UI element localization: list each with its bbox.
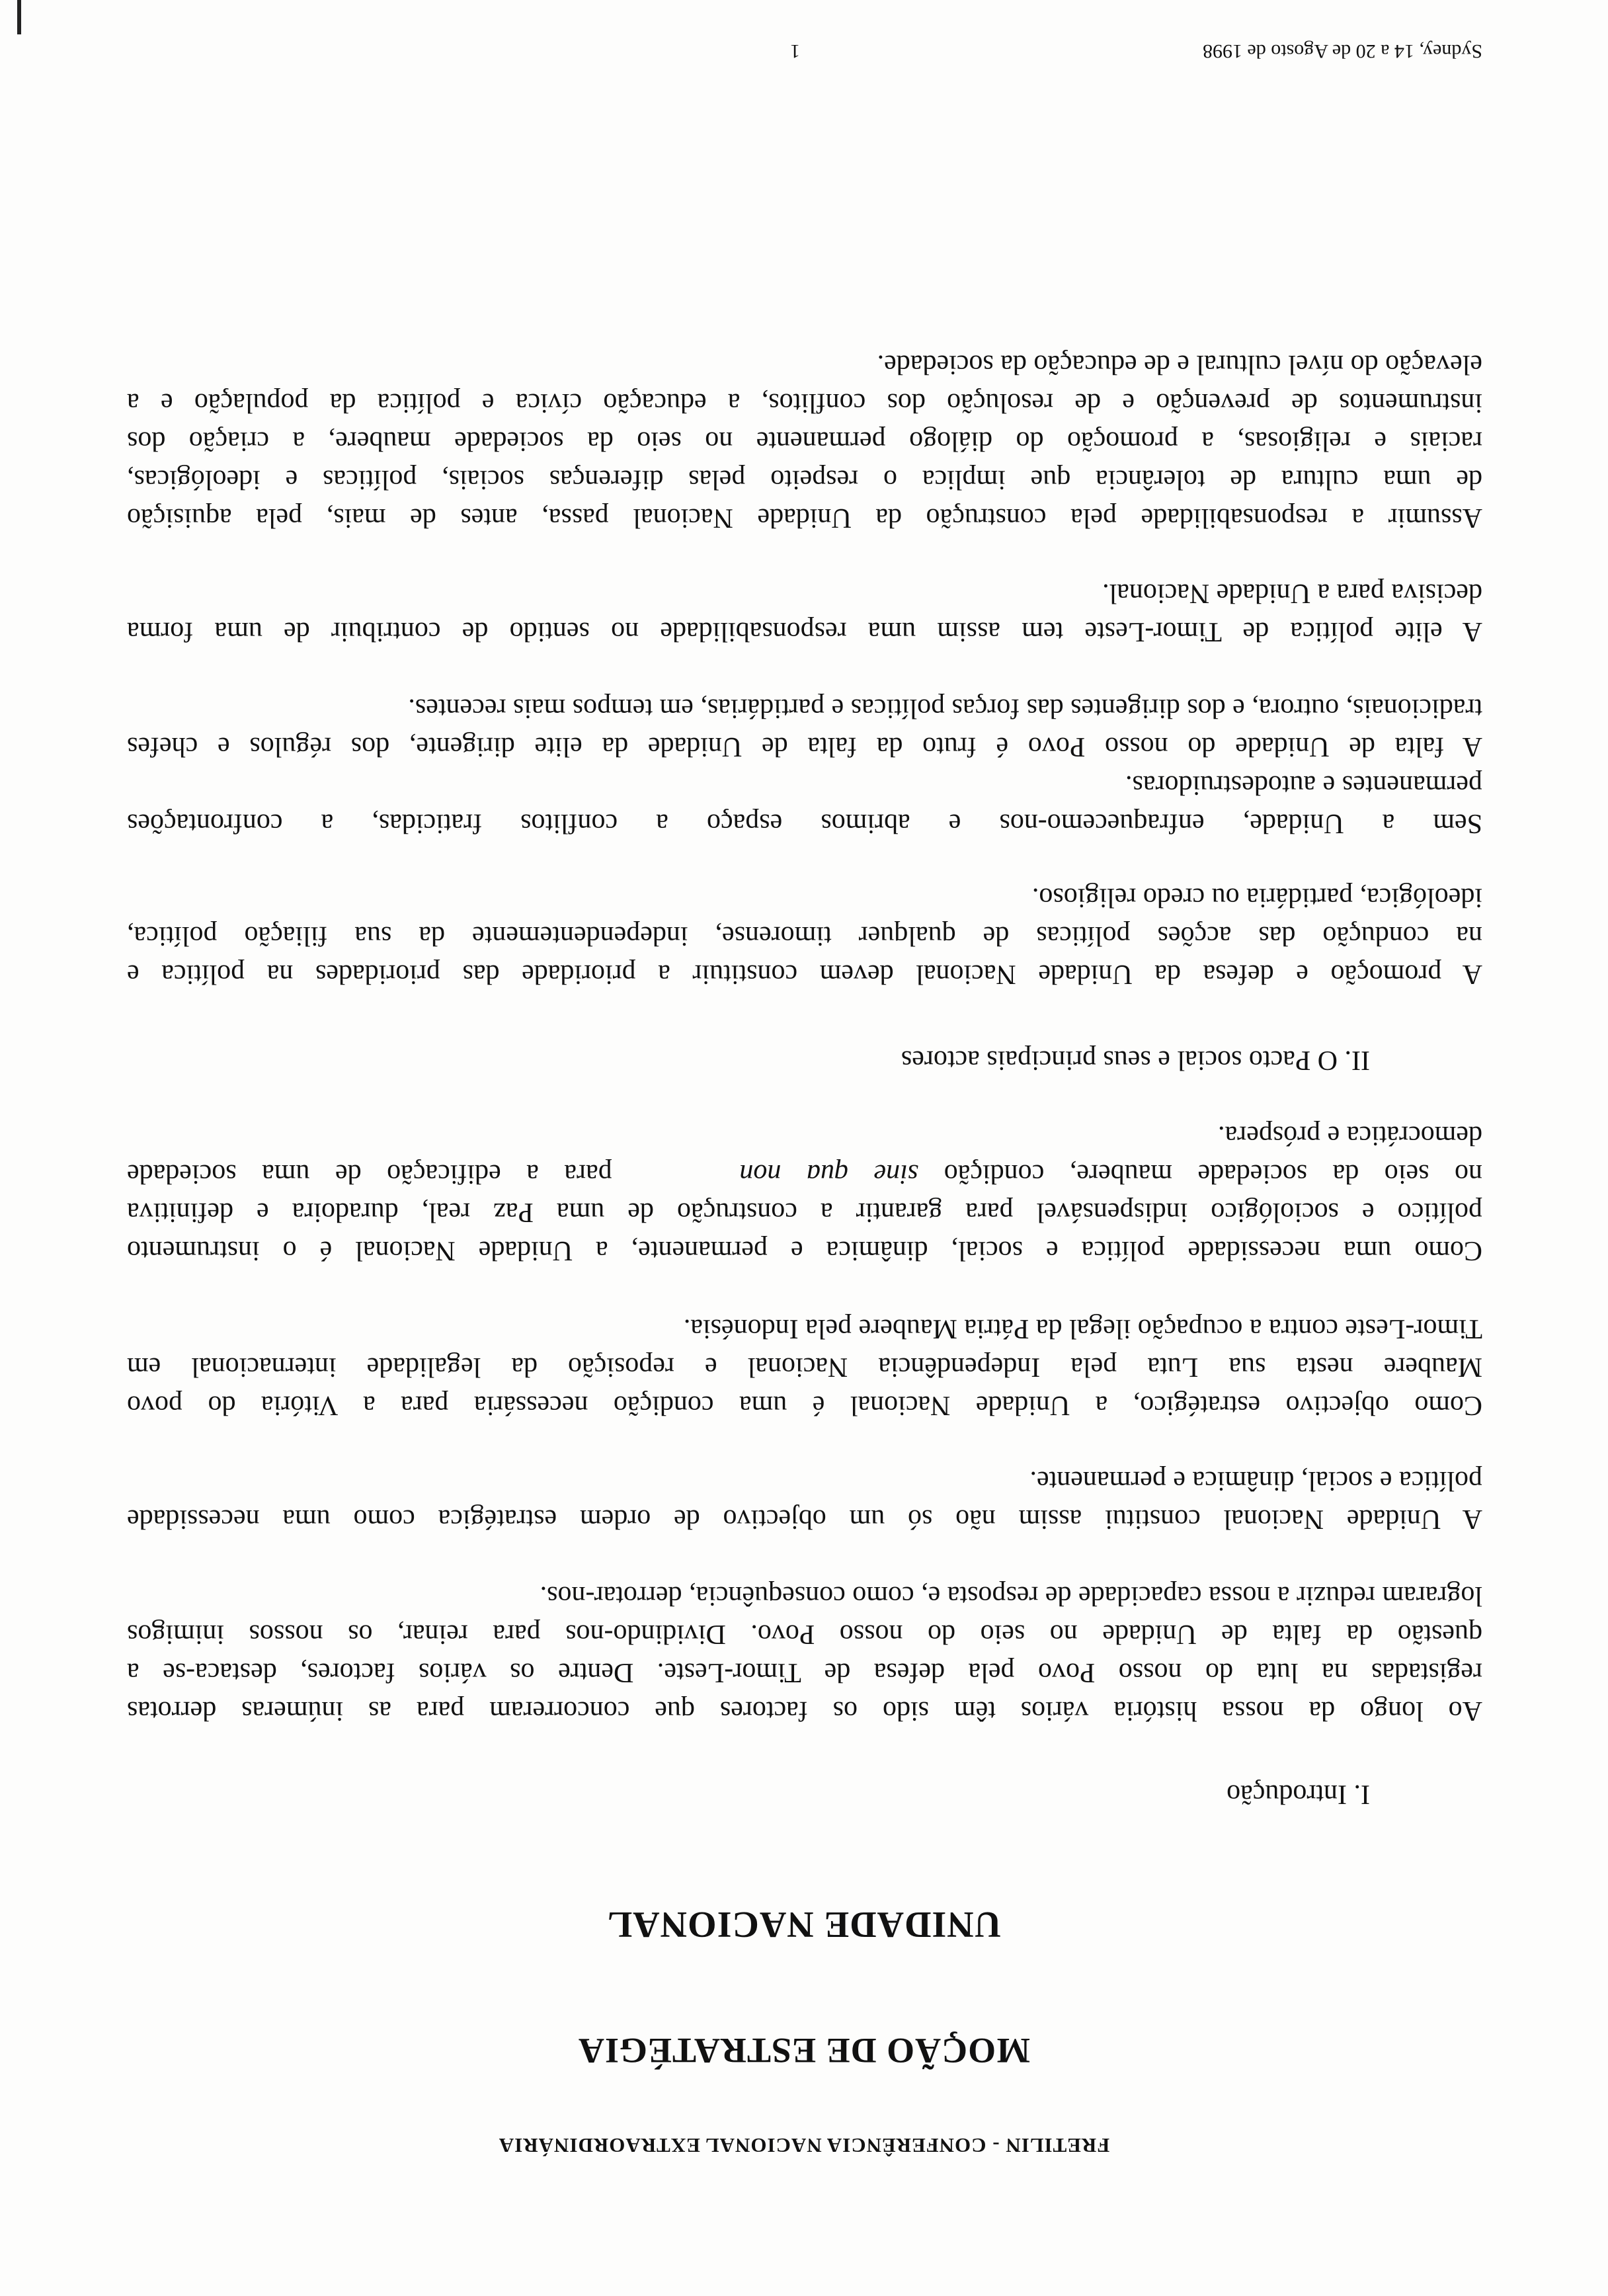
- paragraph-2: [127, 1461, 1482, 1538]
- paragraph-line: registadas na luta do nosso Povo pela defesa de Timor-Leste. Dentre os vários factores, destaca-se a: [127, 1657, 1482, 1688]
- paragraph-line: Como objectivo estratégico, a Unidade Nacional é uma condição necessária para a Vitória do povo: [127, 1390, 1482, 1420]
- paragraph-line: de uma cultura de tolerância que implica o respeito pelas diferenças sociais, políticas e ideológicas,: [127, 464, 1482, 495]
- paragraph-6: [127, 766, 1482, 842]
- paragraph-line: política e social, dinâmica e permanente.: [1029, 1465, 1482, 1496]
- paragraph-line: Sem a Unidade, enfraquecemo-nos e abrimos espaço a conflitos fraticidas, a confrontações: [127, 808, 1482, 839]
- scan-edge-mark: [17, 0, 21, 34]
- paragraph-line: A falta de Unidade do nosso Povo é fruto da falta de Unidade da elite dirigente, dos régulos e chefes: [127, 731, 1482, 762]
- paragraph-line: ideológica, partidária ou credo religioso.: [1031, 882, 1482, 913]
- paragraph-line: A Unidade Nacional constitui assim não só um objectivo de ordem estratégica como uma necessidade: [127, 1504, 1482, 1534]
- paragraph-7: [127, 689, 1482, 766]
- document-subtitle: UNIDADE NACIONAL: [606, 1904, 1002, 1945]
- paragraph-4: [127, 1116, 1482, 1270]
- paragraph-line: elevação do nível cultural e de educação da sociedade.: [877, 349, 1482, 380]
- paragraph-line: A elite política de Timor-Leste tem assim uma responsabilidade no sentido de contribuir de uma forma: [127, 616, 1482, 647]
- page-number: 1: [790, 40, 800, 62]
- paragraph-3: [127, 1309, 1482, 1424]
- line-end: para a edificação de uma sociedade: [126, 1159, 612, 1189]
- paragraph-line: raciais e religiosas, a promoção do diálogo permanente no seio da sociedade maubere, a criação dos: [127, 426, 1482, 456]
- paragraph-line: Como uma necessidade política e social, dinâmica e permanente, a Unidade Nacional é o instrumento: [127, 1235, 1482, 1266]
- paragraph-line: Assumir a responsabilidade pela construção da Unidade Nacional passa, antes de mais, pela aquisição: [127, 503, 1482, 533]
- paragraph-line: instrumentos de prevenção e de resolução dos conflitos, a educação cívica e política da população e a: [127, 388, 1482, 418]
- paragraph-line: lograram reduzir a nossa capacidade de resposta e, como consequência, derrotar-nos.: [540, 1580, 1482, 1611]
- paragraph-line: decisiva para a Unidade Nacional.: [1102, 578, 1482, 608]
- paragraph-9: [127, 345, 1482, 537]
- paragraph-line: Timor-Leste contra a ocupação ilegal da Pátria Maubere pela Indonésia.: [683, 1313, 1482, 1344]
- line-start: no seio da sociedade maubere, condição: [944, 1159, 1482, 1189]
- paragraph-5: [127, 878, 1482, 993]
- paragraph-line: democrática e próspera.: [1218, 1120, 1482, 1151]
- paragraph-8: [127, 574, 1482, 651]
- paragraph-line: político e sociológico indispensável para garantir a construção de uma Paz real, duradoira e definitiva: [127, 1197, 1482, 1227]
- paragraph-line: na condução das acções políticas de qualquer timorense, independentemente da sua filiação política,: [127, 921, 1482, 951]
- latin-phrase: sine qua non: [739, 1159, 919, 1189]
- paragraph-1: [127, 1577, 1482, 1730]
- paragraph-line: tradicionais, outrora, e dos dirigentes das forças políticas e partidárias, em tempos mais recentes.: [408, 693, 1482, 723]
- document-title: MOÇÃO DE ESTRATÉGIA: [577, 2031, 1031, 2070]
- footer-place-date: Sydney, 14 a 20 de Agosto de 1998: [1202, 40, 1482, 62]
- paragraph-line: permanentes e autodestruidoras.: [1125, 770, 1482, 800]
- section-heading-social-pact: II. O Pacto social e seus principais actores: [901, 1045, 1370, 1075]
- paragraph-line: Maubere nesta sua Luta pela Independência Nacional e reposição da legalidade internacional em: [127, 1352, 1482, 1382]
- paragraph-line-with-latin: [127, 1155, 1482, 1193]
- section-heading-introduction: I. Introdução: [1226, 1779, 1370, 1809]
- paragraph-line: Ao longo da nossa história vários têm sido os factores que concorreram para as inúmeras derrotas: [127, 1696, 1482, 1726]
- paragraph-line: questão da falta de Unidade no seio do nosso Povo. Dividindo-nos para reinar, os nossos inimigos: [127, 1619, 1482, 1649]
- paragraph-line: A promoção e defesa da Unidade Nacional devem constituir a prioridade das prioridades na política e: [127, 959, 1482, 989]
- organization-header: FRETILIN - CONFERÊNCIA NACIONAL EXTRAORDINÁRIA: [498, 2134, 1110, 2157]
